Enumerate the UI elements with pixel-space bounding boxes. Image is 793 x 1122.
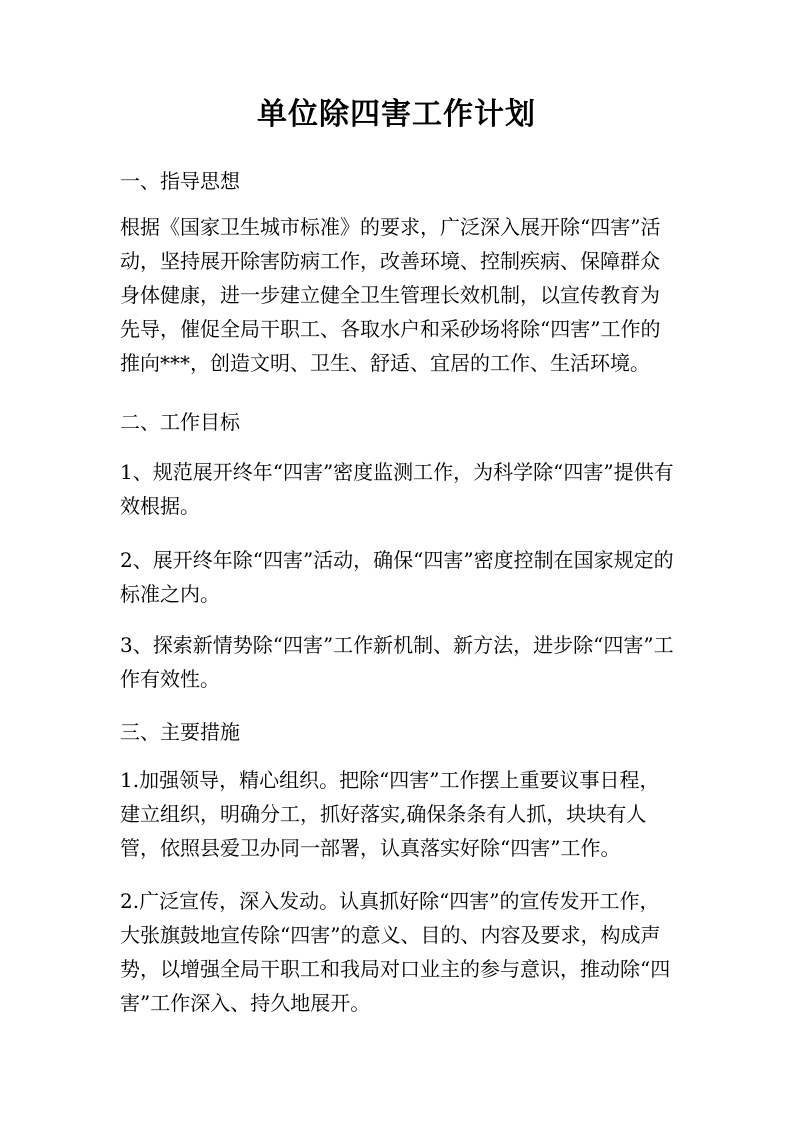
paragraph-goal-2: 2、展开终年除“四害”活动，确保“四害”密度控制在国家规定的标准之内。 [120, 548, 674, 606]
section-heading-guiding-ideology: 一、指导思想 [120, 169, 240, 193]
paragraph-goal-1: 1、规范展开终年“四害”密度监测工作，为科学除“四害”提供有效根据。 [120, 460, 674, 518]
section-heading-main-measures: 三、主要措施 [120, 720, 240, 744]
paragraph-measure-2: 2.广泛宣传，深入发动。认真抓好除“四害”的宣传发开工作，大张旗鼓地宣传除“四害”的意义、目的、内容及要求，构成声势，以增强全局干职工和我局对口业主的参与意识，推动除“四害”工作深入、持久地展开。 [120, 889, 671, 1015]
paragraph-measure-1: 1.加强领导，精心组织。把除“四害”工作摆上重要议事日程，建立组织，明确分工，抓好落实,确保条条有人抓，块块有人管，依照县爱卫办同一部署，认真落实好除“四害”工作。 [120, 768, 660, 860]
paragraph-guiding-ideology: 根据《国家卫生城市标准》的要求，广泛深入展开除“四害”活动，坚持展开除害防病工作，改善环境、控制疾病、保障群众身体健康，进一步建立健全卫生管理长效机制，以宣传教育为先导，催促全局干职工、各取水户和采砂场将除“四害”工作的推向***，创造文明、卫生、舒适、宜居的工作、生活环境。 [120, 215, 661, 375]
paragraph-goal-3: 3、探索新情势除“四害”工作新机制、新方法，进步除“四害”工作有效性。 [120, 633, 674, 691]
document-title: 单位除四害工作计划 [257, 97, 536, 132]
section-heading-work-goals: 二、工作目标 [120, 410, 240, 434]
